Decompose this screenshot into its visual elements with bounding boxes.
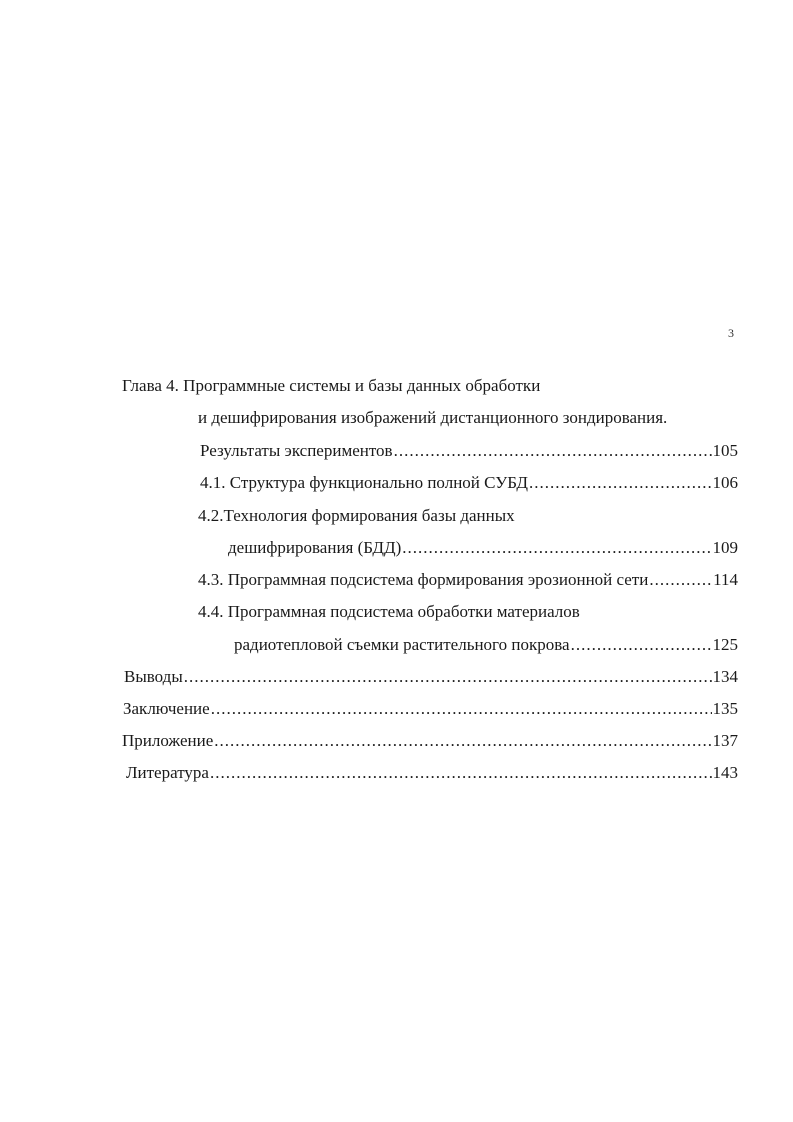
- chapter-4-title-line-2: и дешифрирования изображений дистанционного зондирования.: [198, 408, 668, 427]
- toc-entry-page: 134: [712, 667, 738, 686]
- toc-entry-page: 143: [712, 763, 738, 782]
- dot-leader: [571, 635, 712, 655]
- toc-entry-label: 4.3. Программная подсистема формирования эрозионной сети: [198, 570, 649, 589]
- toc-entry-page: 135: [712, 699, 738, 718]
- dot-leader: [211, 699, 712, 719]
- toc-entry-4-1[interactable]: [200, 473, 738, 493]
- toc-entry-label: Выводы: [124, 667, 183, 686]
- toc-entry-label: Заключение: [123, 699, 210, 718]
- toc-entry-appendix[interactable]: [122, 731, 738, 751]
- toc-entry-label: радиотепловой съемки растительного покрова: [234, 635, 570, 654]
- toc-entry-page: 106: [712, 473, 738, 492]
- toc-entry-label: дешифрирования (БДД): [228, 538, 402, 557]
- toc-entry-4-4[interactable]: [234, 635, 738, 655]
- dot-leader: [394, 441, 712, 461]
- dot-leader: [529, 473, 712, 493]
- section-4-4-title-line-1: 4.4. Программная подсистема обработки материалов: [198, 602, 580, 621]
- toc-entry-page: 114: [713, 570, 738, 589]
- toc-entry-label: 4.1. Структура функционально полной СУБД: [200, 473, 528, 492]
- toc-entry-page: 125: [712, 635, 738, 654]
- toc-entry-4-2[interactable]: [228, 538, 738, 558]
- toc-entry-chapter-4[interactable]: [200, 441, 738, 461]
- toc-entry-conclusions[interactable]: [124, 667, 738, 687]
- dot-leader: [402, 538, 711, 558]
- toc-entry-page: 137: [712, 731, 738, 750]
- toc-entry-4-3[interactable]: [198, 570, 738, 590]
- dot-leader: [210, 763, 712, 783]
- toc-entry-page: 109: [712, 538, 738, 557]
- toc-entry-closing[interactable]: [123, 699, 738, 719]
- dot-leader: [649, 570, 712, 590]
- toc-entry-label: Приложение: [122, 731, 214, 750]
- toc-entry-label: Результаты экспериментов: [200, 441, 393, 460]
- chapter-4-title-line-1: Глава 4. Программные системы и базы данных обработки: [122, 376, 541, 395]
- dot-leader: [214, 731, 711, 751]
- toc-entry-label: Литература: [126, 763, 209, 782]
- toc-entry-literature[interactable]: [126, 763, 738, 783]
- toc-entry-page: 105: [712, 441, 738, 460]
- dot-leader: [184, 667, 712, 687]
- section-4-2-title-line-1: 4.2.Технология формирования базы данных: [198, 506, 515, 525]
- page-number: 3: [728, 326, 734, 340]
